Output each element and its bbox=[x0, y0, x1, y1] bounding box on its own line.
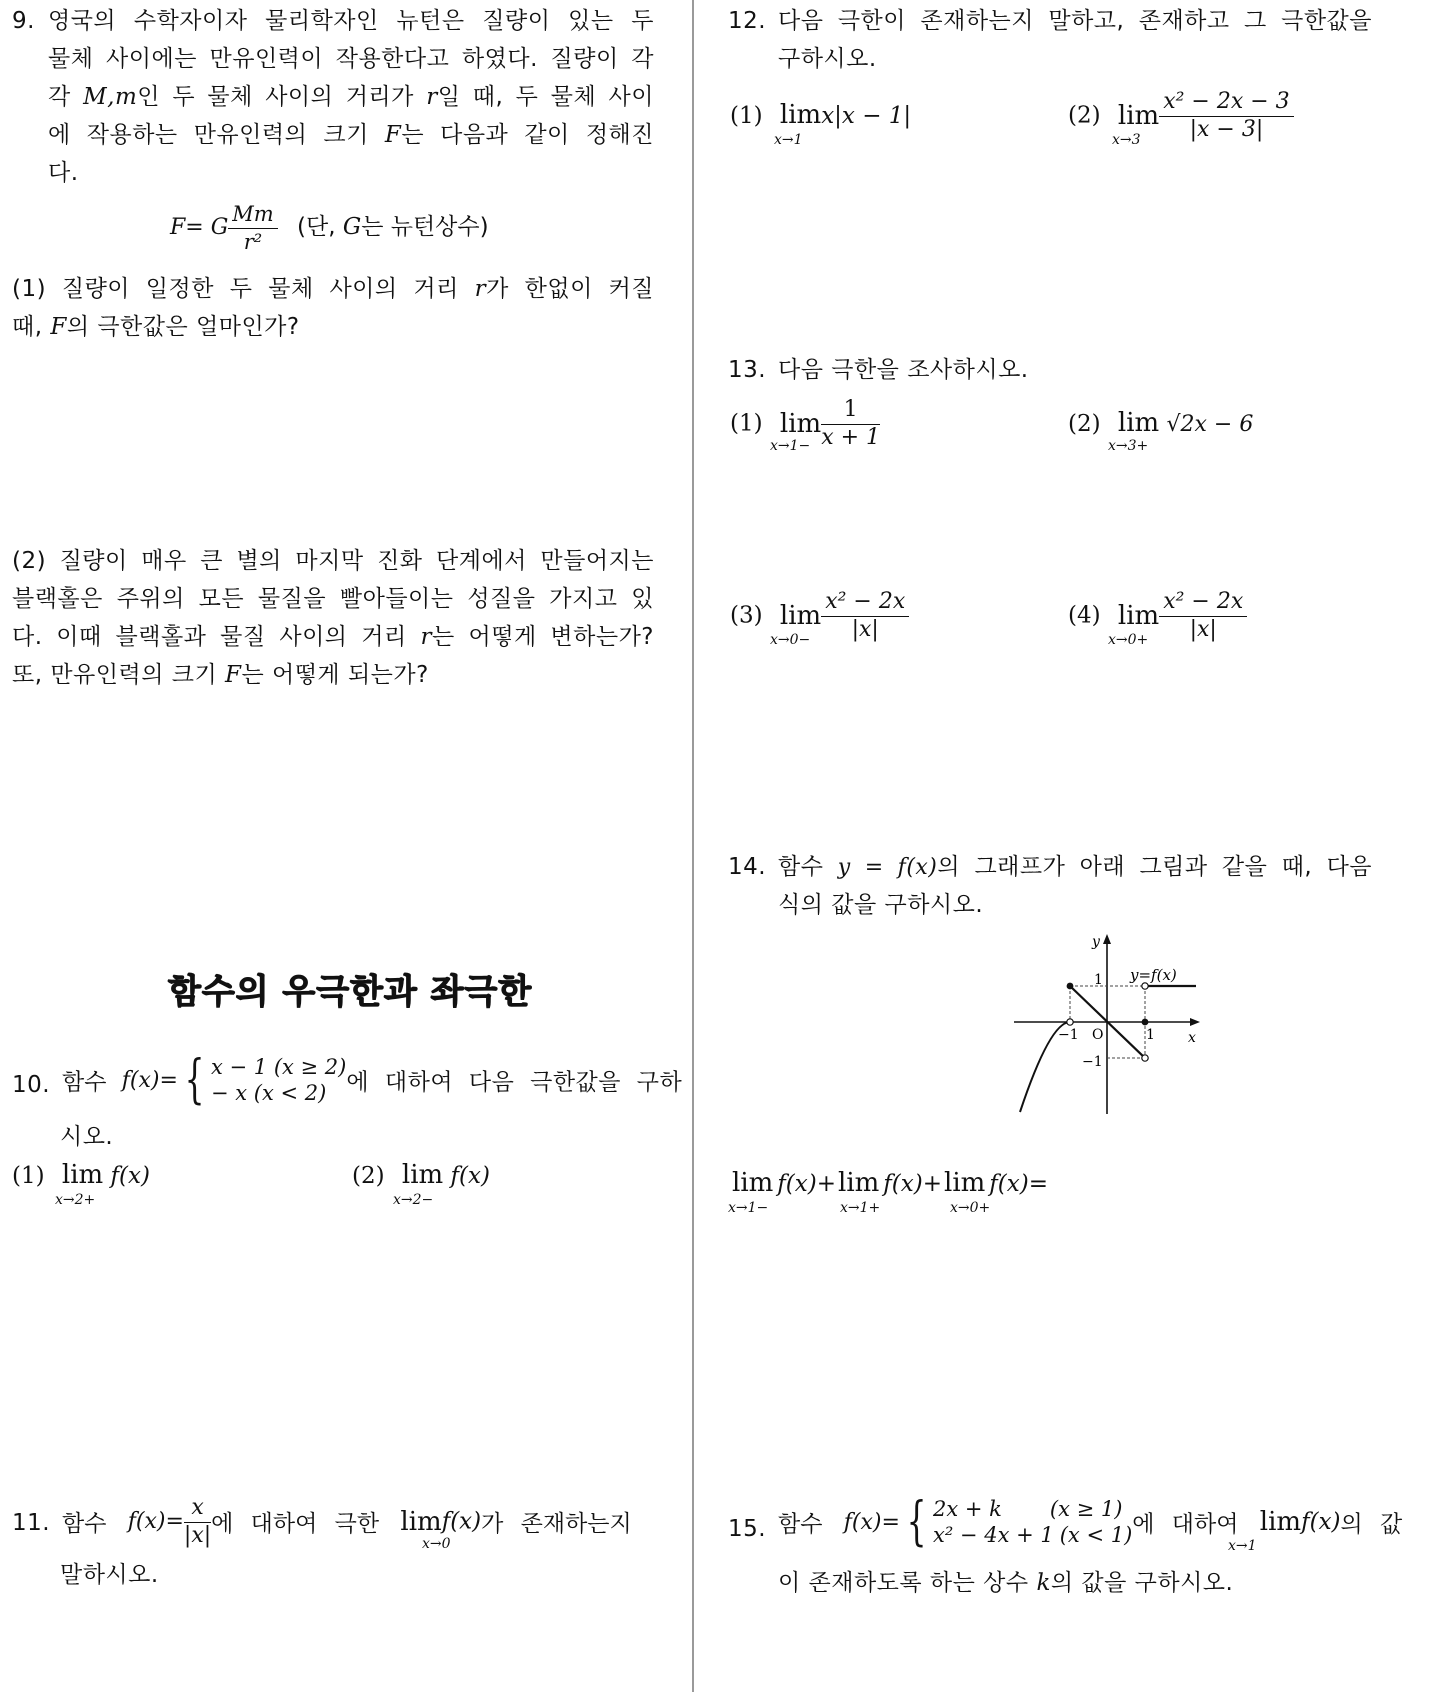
case-1: x − 1 (x ≥ 2) bbox=[211, 1055, 347, 1079]
q10-stem-line2: 시오. bbox=[60, 1124, 114, 1150]
q13-fraction-3 bbox=[821, 588, 909, 643]
lim-subscript: x→1− bbox=[728, 1200, 769, 1216]
lim-expression: f(x) bbox=[450, 1163, 490, 1189]
case-2-expr: x² − 4x + 1 bbox=[933, 1523, 1054, 1547]
text: (단, bbox=[297, 214, 336, 240]
denominator: |x| bbox=[851, 617, 879, 642]
lim-operator: lim bbox=[1117, 600, 1160, 631]
q9-stem-line3 bbox=[48, 78, 654, 116]
text: 는 뉴턴상수) bbox=[361, 214, 489, 240]
column-divider bbox=[692, 0, 694, 1692]
lim-expression: f(x)+ bbox=[883, 1171, 942, 1197]
tick-y-neg1: −1 bbox=[1082, 1054, 1103, 1070]
lim-subscript: x→0+ bbox=[1108, 632, 1149, 648]
text: 가 존재하는지 bbox=[481, 1511, 632, 1537]
lim-operator: lim bbox=[400, 1506, 442, 1537]
text: (1) 질량이 일정한 두 물체 사이의 거리 bbox=[12, 276, 459, 302]
lim-subscript: x→1 bbox=[1228, 1538, 1257, 1554]
part-label: (3) bbox=[730, 602, 763, 629]
q9-stem-line5: 다. bbox=[48, 160, 79, 186]
cases-brace: { bbox=[184, 1050, 205, 1110]
text: 함수 bbox=[62, 1511, 107, 1537]
text: 는 다음과 같이 정해진 bbox=[401, 122, 654, 148]
part-label: (1) bbox=[730, 410, 763, 437]
math-expression: y = f(x) bbox=[837, 855, 938, 880]
formula-numerator: Mm bbox=[228, 200, 277, 229]
text: 함수 bbox=[62, 1069, 107, 1096]
text: 의 그래프가 아래 그림과 같을 때, 다음 bbox=[937, 854, 1372, 880]
q13-part4 bbox=[1068, 588, 1247, 643]
q11-stem bbox=[62, 1494, 632, 1549]
text: 의 극한값은 얼마인가? bbox=[66, 314, 300, 340]
case-2: − x (x < 2) bbox=[211, 1081, 327, 1105]
part-label: (2) bbox=[1068, 102, 1101, 129]
text: 의 값을 구하시오. bbox=[1050, 1570, 1234, 1596]
filled-point-1-0 bbox=[1142, 1019, 1149, 1026]
lim-operator: lim bbox=[779, 408, 822, 439]
q9-part2-line3 bbox=[12, 618, 654, 656]
q10-part1 bbox=[12, 1160, 150, 1190]
numerator: x² − 2x bbox=[1159, 588, 1247, 617]
lim-subscript: x→2+ bbox=[55, 1192, 96, 1208]
case-1 bbox=[933, 1496, 1132, 1522]
q11-number: 11. bbox=[12, 1510, 51, 1536]
lim-subscript: x→0 bbox=[422, 1536, 451, 1552]
math-var: M,m bbox=[83, 84, 138, 110]
case-1-cond: (x ≥ 1) bbox=[1049, 1497, 1123, 1521]
q13-fraction-4 bbox=[1159, 588, 1247, 643]
q10-stem bbox=[62, 1050, 683, 1110]
text: 가 한없이 커질 bbox=[486, 276, 655, 302]
q12-number: 12. bbox=[728, 8, 767, 34]
formula-lhs: F= G bbox=[170, 215, 229, 240]
text: 에 작용하는 만유인력의 크기 bbox=[48, 122, 369, 148]
q14-line1 bbox=[778, 848, 1372, 887]
denominator: |x| bbox=[1189, 617, 1217, 642]
lim-subscript: x→1+ bbox=[840, 1200, 881, 1216]
text: 에 대하여 극한 bbox=[211, 1511, 380, 1537]
lim-subscript: x→2− bbox=[393, 1192, 434, 1208]
q13-line1: 다음 극한을 조사하시오. bbox=[778, 357, 1029, 383]
q9-part1-line1 bbox=[12, 270, 654, 308]
lim-expression: f(x)= bbox=[989, 1171, 1048, 1197]
q13-fraction-1 bbox=[821, 396, 880, 451]
text: 에 대하여 다음 극한값을 구하 bbox=[346, 1069, 683, 1096]
case-2 bbox=[933, 1522, 1132, 1548]
lim-subscript: x→1− bbox=[770, 438, 811, 454]
q10-part2 bbox=[352, 1160, 490, 1190]
text: 인 두 물체 사이의 거리가 bbox=[137, 84, 414, 110]
numerator: x² − 2x − 3 bbox=[1159, 88, 1293, 117]
open-point-1-neg1 bbox=[1142, 1055, 1148, 1061]
math-var: G bbox=[342, 214, 362, 240]
lim-subscript: x→3+ bbox=[1108, 438, 1149, 454]
q12-fraction bbox=[1159, 88, 1293, 143]
numerator: x bbox=[184, 1494, 211, 1523]
piecewise-cases bbox=[211, 1054, 346, 1106]
formula-fraction bbox=[228, 200, 277, 255]
function-def: f(x)= bbox=[127, 1509, 184, 1534]
q13-part2 bbox=[1068, 408, 1253, 438]
text: 의 값 bbox=[1340, 1511, 1403, 1538]
lim-operator: lim bbox=[779, 100, 822, 130]
q14-expression bbox=[732, 1168, 1048, 1198]
q14-graph bbox=[1000, 926, 1220, 1126]
text: 각 bbox=[48, 84, 71, 110]
tick-x-neg1: −1 bbox=[1058, 1027, 1079, 1043]
math-var: F bbox=[384, 122, 402, 148]
label-x: x bbox=[1188, 1030, 1196, 1046]
label-y: y bbox=[1092, 934, 1100, 950]
lim-subscript: x→0− bbox=[770, 632, 811, 648]
q13-number: 13. bbox=[728, 357, 767, 383]
text: 이 존재하도록 하는 상수 bbox=[778, 1570, 1029, 1596]
case-1-expr: 2x + k bbox=[933, 1497, 1002, 1521]
filled-point-neg1-1 bbox=[1067, 983, 1074, 990]
lim-operator: lim bbox=[944, 1168, 986, 1198]
lim-operator: lim bbox=[838, 1168, 880, 1198]
lim-operator: lim bbox=[1259, 1507, 1302, 1537]
lim-expression: x|x − 1| bbox=[821, 103, 912, 129]
q9-stem-line1: 영국의 수학자이자 물리학자인 뉴턴은 질량이 있는 두 bbox=[48, 8, 654, 34]
lim-operator: lim bbox=[401, 1160, 444, 1190]
function-def: f(x)= bbox=[121, 1067, 178, 1093]
part-label: (4) bbox=[1068, 602, 1101, 629]
lim-operator: lim bbox=[61, 1160, 104, 1190]
math-var: F bbox=[50, 314, 67, 340]
label-function: y=f(x) bbox=[1130, 966, 1177, 984]
q14-line2: 식의 값을 구하시오. bbox=[778, 892, 984, 918]
lim-operator: lim bbox=[1117, 100, 1160, 131]
q10-number: 10. bbox=[12, 1072, 51, 1098]
text: 에 대하여 bbox=[1132, 1511, 1239, 1538]
piecewise-cases bbox=[933, 1496, 1132, 1548]
denominator: |x − 3| bbox=[1189, 117, 1264, 142]
numerator: x² − 2x bbox=[821, 588, 909, 617]
q11-stem-line2: 말하시오. bbox=[60, 1562, 159, 1588]
lim-operator: lim bbox=[1117, 408, 1160, 438]
lim-operator: lim bbox=[779, 600, 822, 631]
q9-formula bbox=[170, 200, 489, 255]
y-axis-arrow-icon bbox=[1103, 934, 1111, 944]
numerator: 1 bbox=[821, 396, 880, 425]
q11-fraction bbox=[184, 1494, 211, 1549]
q12-part1 bbox=[730, 100, 911, 130]
math-var: F bbox=[225, 662, 242, 688]
q9-part1-line2 bbox=[12, 308, 300, 346]
lim-subscript: x→0+ bbox=[950, 1200, 991, 1216]
q15-stem bbox=[778, 1492, 1403, 1552]
q9-number: 9. bbox=[12, 8, 35, 34]
math-var: r bbox=[420, 624, 433, 650]
part-label: (1) bbox=[12, 1163, 45, 1189]
text: 일 때, 두 물체 사이 bbox=[437, 84, 654, 110]
q15-number: 15. bbox=[728, 1516, 767, 1542]
text: 또, 만유인력의 크기 bbox=[12, 662, 218, 688]
text: 는 어떻게 변하는가? bbox=[432, 624, 655, 650]
q9-part2-line1: (2) 질량이 매우 큰 별의 마지막 진화 단계에서 만들어지는 bbox=[12, 548, 654, 574]
section-title: 함수의 우극한과 좌극한 bbox=[168, 972, 533, 1012]
denominator: x + 1 bbox=[821, 425, 881, 450]
lim-expression: f(x) bbox=[441, 1508, 482, 1535]
math-var: k bbox=[1036, 1570, 1051, 1596]
lim-operator: lim bbox=[732, 1168, 774, 1198]
lim-expression: f(x) bbox=[110, 1163, 150, 1189]
text: 함수 bbox=[778, 1511, 823, 1538]
q14-number: 14. bbox=[728, 854, 767, 880]
q15-line2 bbox=[778, 1564, 1233, 1602]
math-var: r bbox=[426, 84, 438, 110]
lim-expression: f(x) bbox=[1301, 1509, 1341, 1535]
q13-part3 bbox=[730, 588, 909, 643]
lim-subscript: x→1 bbox=[774, 132, 803, 148]
q12-part2 bbox=[1068, 88, 1294, 143]
denominator: |x| bbox=[183, 1523, 212, 1548]
lim-subscript: x→3 bbox=[1112, 132, 1141, 148]
part-label: (2) bbox=[352, 1163, 385, 1189]
origin-label: O bbox=[1092, 1027, 1104, 1043]
cases-brace: { bbox=[906, 1492, 927, 1552]
lim-expression: f(x)+ bbox=[777, 1171, 836, 1197]
q9-part2-line4 bbox=[12, 656, 429, 694]
q9-part2-line2: 블랙홀은 주위의 모든 물질을 빨아들이는 성질을 가지고 있 bbox=[12, 586, 654, 612]
part-label: (1) bbox=[730, 103, 763, 129]
x-axis-arrow-icon bbox=[1190, 1018, 1200, 1026]
open-point-neg1-0 bbox=[1067, 1019, 1073, 1025]
part-label: (2) bbox=[1068, 411, 1101, 437]
function-def: f(x)= bbox=[843, 1509, 900, 1535]
q12-line2: 구하시오. bbox=[778, 46, 877, 72]
text: 다. 이때 블랙홀과 물질 사이의 거리 bbox=[12, 624, 407, 650]
q9-stem-line2: 물체 사이에는 만유인력이 작용한다고 하였다. 질량이 각 bbox=[48, 46, 654, 72]
formula-denominator: r² bbox=[243, 230, 263, 254]
text: 는 어떻게 되는가? bbox=[241, 662, 429, 688]
tick-y-1: 1 bbox=[1094, 972, 1103, 988]
q12-line1: 다음 극한이 존재하는지 말하고, 존재하고 그 극한값을 bbox=[778, 8, 1372, 34]
text: 함수 bbox=[778, 854, 824, 880]
case-2-cond: (x < 1) bbox=[1059, 1523, 1133, 1547]
math-var: r bbox=[474, 276, 487, 302]
tick-x-1: 1 bbox=[1146, 1027, 1155, 1043]
q9-stem-line4 bbox=[48, 116, 654, 154]
text: 때, bbox=[12, 314, 43, 340]
sqrt-expression: √2x − 6 bbox=[1166, 412, 1254, 437]
